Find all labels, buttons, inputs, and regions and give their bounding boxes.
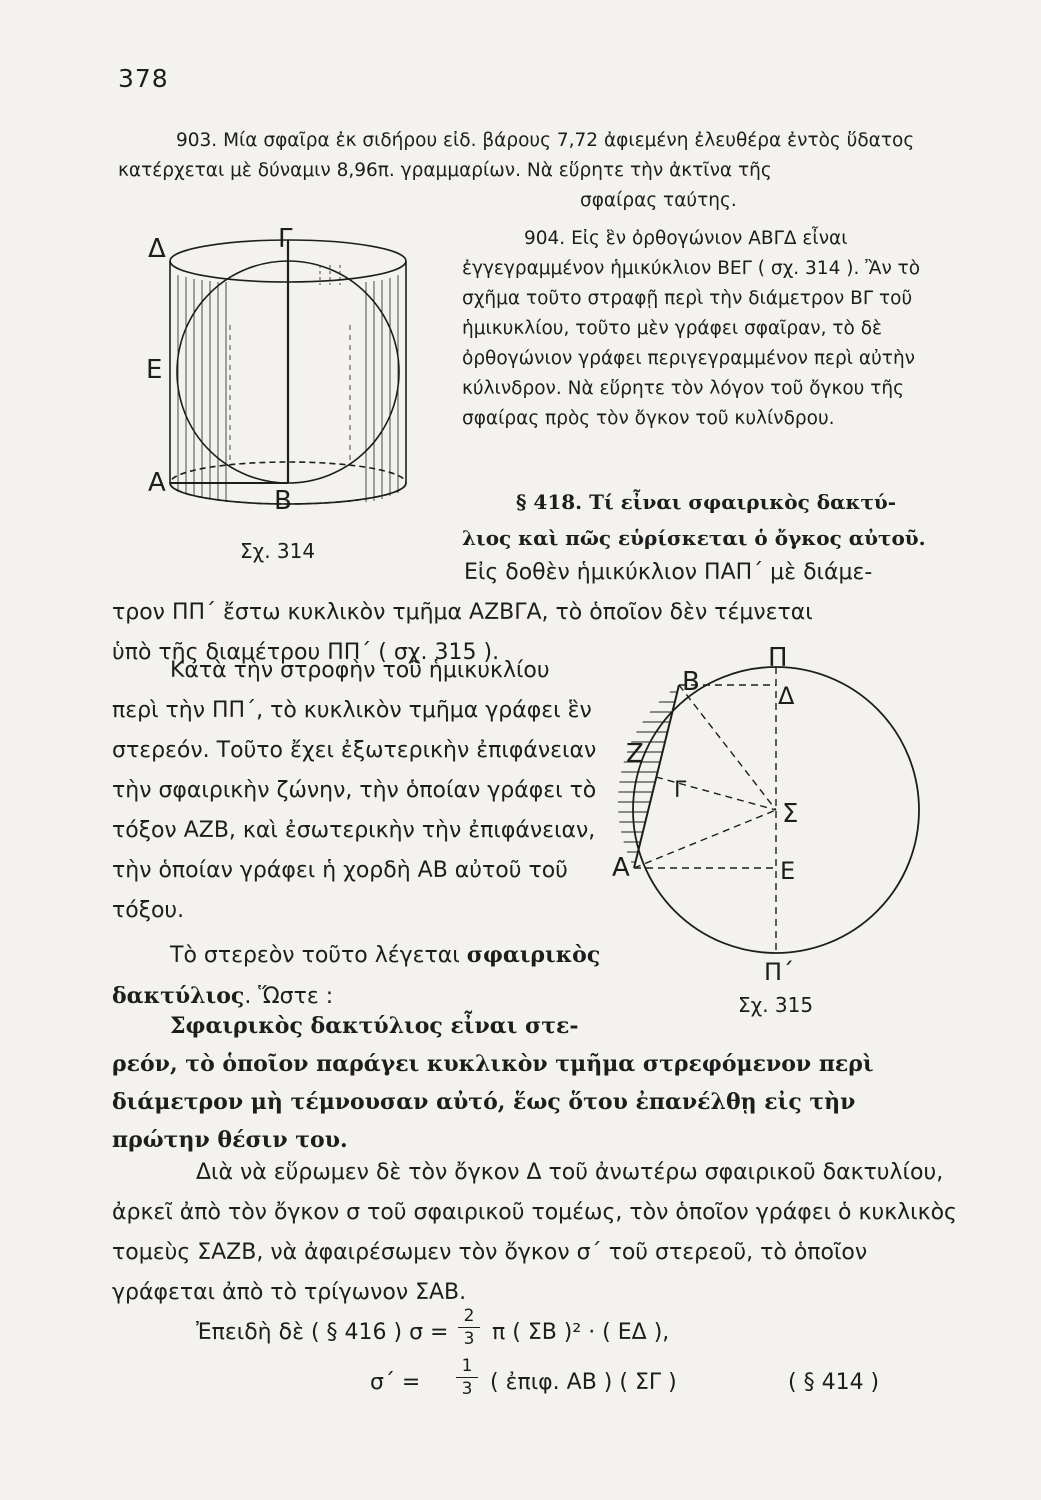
formula-line2 xyxy=(370,1356,910,1414)
definition-line1: Σφαιρικὸς δακτύλιος εἶναι στε- xyxy=(170,1013,579,1039)
label-beta: Β xyxy=(682,667,700,697)
label-pi-prime: Π΄ xyxy=(764,958,795,986)
exercise-903-line2: ὕδατος κατέρχεται μὲ δύναμιν 8,96π. γραμμαρίων. Νὰ εὕρητε τὴν ἀκτῖνα τῆς xyxy=(118,130,915,181)
section-title-line2: λιος καὶ πῶς εὑρίσκεται ὁ ὄγκος αὐτοῦ. xyxy=(462,526,926,550)
exercise-903-line3: σφαίρας ταύτης. xyxy=(580,190,737,211)
exercise-903-line1: 903. Μία σφαῖρα ἐκ σιδήρου εἰδ. βάρους 7,72 ἀφιεμένη ἐλευθέρα ἐντὸς xyxy=(176,130,841,151)
label-alpha: Α xyxy=(148,468,166,498)
radius-sb xyxy=(679,685,776,810)
paragraph-definition-intro: Τὸ στερεὸν τοῦτο λέγεται σφαιρικὸς δακτύλιος. Ὥστε : xyxy=(112,942,601,1009)
section-title-line1: Τί εἶναι σφαιρικὸς δακτύ- xyxy=(589,490,897,514)
paragraph-rotation: Κατὰ τὴν στροφὴν τοῦ ἡμικυκλίου περὶ τὴν ΠΠ΄, τὸ κυκλικὸν τμῆμα γράφει ἓν στερεόν. Τοῦτο ἔχει ἐξωτερικὴν ἐπιφάνειαν τὴν σφαιρικὴν ζώνην, τὴν ὁποίαν γράφει τὸ τόξον ΑΖΒ, καὶ ἐσωτερικὴν τὴν ἐπιφάνειαν, τὴν ὁποίαν γράφει ἡ χορδὴ ΑΒ αὐτοῦ τοῦ τόξου. xyxy=(112,658,597,923)
formula1-end: π ( ΣΒ )² · ( ΕΔ ), xyxy=(492,1320,670,1345)
label-gamma: Γ xyxy=(674,778,687,803)
label-sigma: Σ xyxy=(782,799,799,829)
paragraph-volume: Διὰ νὰ εὕρωμεν δὲ τὸν ὄγκον Δ τοῦ ἀνωτέρω σφαιρικοῦ δακτυλίου, ἀρκεῖ ἀπὸ τὸν ὄγκον σ τοῦ σφαιρικοῦ τομέως, τὸν ὁποῖον γράφει ὁ κυκλικὸς τομεὺς ΣΑΖΒ, νὰ ἀφαιρέσωμεν τὸν ὄγκον σ΄ τοῦ στερεοῦ, τὸ ὁποῖον γράφεται ἀπὸ τὸ τρίγωνον ΣΑΒ. xyxy=(112,1160,957,1305)
figure-314-caption: Σχ. 314 xyxy=(240,539,316,563)
label-epsilon: Ε xyxy=(146,355,163,385)
label-gamma: Γ xyxy=(278,225,293,254)
radius-sa xyxy=(634,810,776,868)
formula2-end: ( ἐπιφ. ΑΒ ) ( ΣΓ ) xyxy=(490,1370,677,1395)
formula1-start: Ἐπειδὴ δὲ ( § 416 ) σ = xyxy=(196,1320,449,1345)
figure-315 xyxy=(610,640,950,1030)
page-number: 378 xyxy=(118,64,169,93)
formula2-start: σ΄ = xyxy=(370,1370,421,1395)
label-epsilon: Ε xyxy=(780,857,796,885)
label-beta: Β xyxy=(274,486,292,516)
label-zeta: Ζ xyxy=(626,739,644,769)
label-pi: Π xyxy=(768,643,788,673)
definition-block xyxy=(112,1007,957,1159)
left-column xyxy=(112,651,602,1017)
figure-315-caption: Σχ. 315 xyxy=(738,993,814,1017)
formula2-ref: ( § 414 ) xyxy=(788,1370,880,1395)
intro-line2: τρον ΠΠ΄ ἔστω κυκλικὸν τμῆμα ΑΖΒΓΑ, τὸ ὁποῖον δὲν τέμνεται xyxy=(112,600,813,625)
label-delta: Δ xyxy=(778,682,795,710)
label-alpha: Α xyxy=(612,853,630,883)
definition-rest: ρεόν, τὸ ὁποῖον παράγει κυκλικὸν τμῆμα στρεφόμενον περὶ διάμετρον μὴ τέμνουσαν αὐτό, ἕως ὅτου ἐπανέλθῃ εἰς τὴν πρώτην θέσιν του. xyxy=(112,1051,874,1153)
intro-line3: ὑπὸ τῆς διαμέτρου ΠΠ΄ ( σχ. 315 ). xyxy=(112,640,500,665)
section-418-heading xyxy=(462,484,962,556)
intro-line1: Εἰς δοθὲν ἡμικύκλιον ΠΑΠ΄ μὲ διάμε- xyxy=(464,560,873,585)
term-spherical-ring: σφαιρικὸς δακτύλιος xyxy=(112,942,601,1009)
fraction-one-third: 1 3 xyxy=(456,1356,478,1399)
label-delta: Δ xyxy=(148,234,166,264)
section-symbol: § 418. xyxy=(516,490,583,514)
fraction-two-thirds: 2 3 xyxy=(458,1306,480,1349)
figure-314 xyxy=(140,225,460,575)
exercise-903 xyxy=(118,126,963,216)
exercise-904: 904. Εἰς ἓν ὀρθογώνιον ΑΒΓΔ εἶναι ἐγγεγραμμένον ἡμικύκλιον ΒΕΓ ( σχ. 314 ). Ἂν τὸ σχῆμα τοῦτο στραφῇ περὶ τὴν διάμετρον ΒΓ τοῦ ἡμικυκλίου, τοῦτο μὲν γράφει σφαῖραν, τὸ δὲ ὀρθογώνιον γράφει περιγεγραμμένον περὶ αὐτὴν κύλινδρον. Νὰ εὕρητε τὸν λόγον τοῦ ὄγκου τῆς σφαίρας πρὸς τὸν ὄγκον τοῦ κυλίνδρου. xyxy=(462,228,921,429)
